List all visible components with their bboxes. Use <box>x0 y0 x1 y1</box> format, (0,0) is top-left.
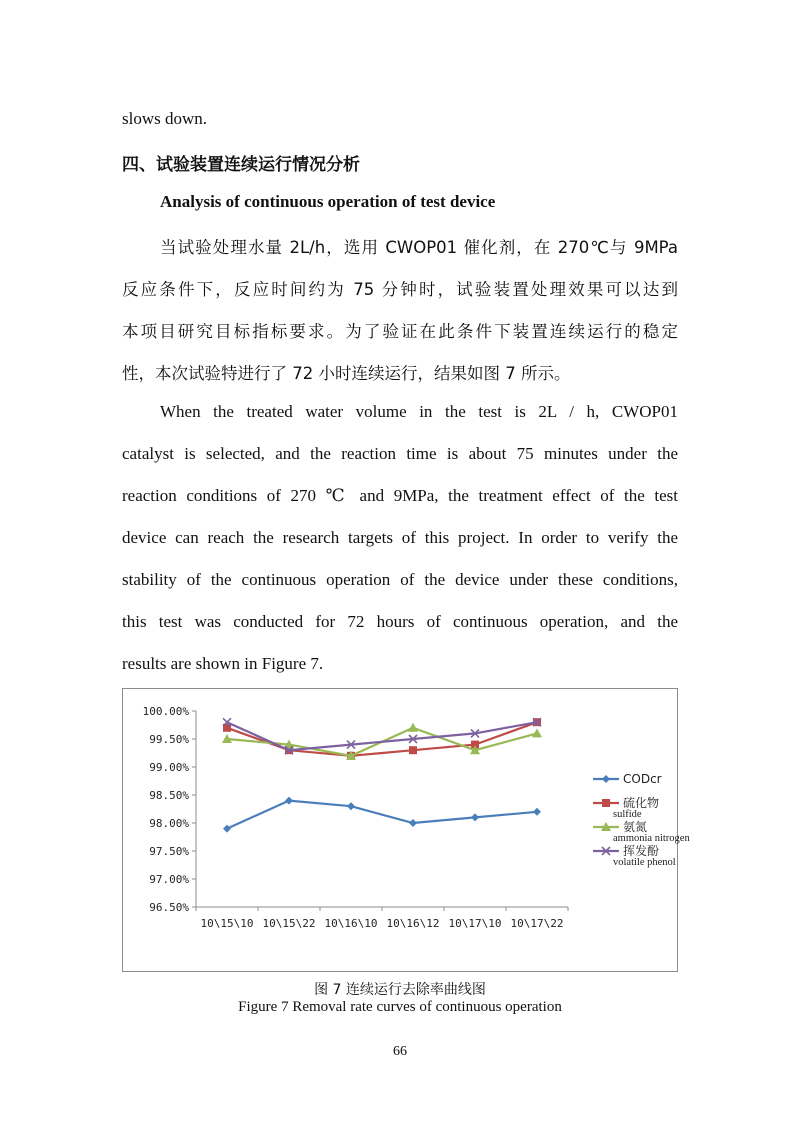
legend-label: 硫化物 <box>623 796 660 810</box>
line-chart <box>123 689 690 971</box>
paragraph-cn-line: 本项目研究目标指标要求。为了验证在此条件下装置连续运行的稳定 <box>122 322 678 341</box>
paragraph-cn-line: 性，本次试验特进行了 72 小时连续运行，结果如图 7 所示。 <box>122 364 571 383</box>
legend-label: 氨氮 <box>623 820 648 834</box>
section-subheading-en: Analysis of continuous operation of test device <box>160 192 496 211</box>
paragraph-en-line: results are shown in Figure 7. <box>122 654 324 673</box>
legend-label-en: ammonia nitrogen <box>613 833 690 844</box>
paragraph-en-line: this test was conducted for 72 hours of continuous operation, and the <box>122 612 678 631</box>
x-tick-label: 10\17\22 <box>510 917 564 930</box>
data-point <box>471 813 479 821</box>
y-tick-label: 99.00% <box>149 761 189 774</box>
data-point <box>409 819 417 827</box>
data-point <box>408 723 418 732</box>
legend-label-en: volatile phenol <box>613 857 676 868</box>
paragraph-cn-line: 当试验处理水量 2L/h，选用 CWOP01 催化剂，在 270℃与 9MPa <box>160 238 678 257</box>
paragraph-cn-line: 反应条件下，反应时间约为 75 分钟时，试验装置处理效果可以达到 <box>122 280 678 299</box>
data-point <box>533 808 541 816</box>
data-point <box>409 746 417 754</box>
legend-swatch-marker <box>602 775 610 783</box>
y-tick-label: 96.50% <box>149 901 189 914</box>
series-line <box>227 722 537 756</box>
x-tick-label: 10\17\10 <box>448 917 502 930</box>
legend-label: CODcr <box>623 772 662 786</box>
y-tick-label: 98.00% <box>149 817 189 830</box>
y-tick-label: 97.50% <box>149 845 189 858</box>
paragraph-en-line: device can reach the research targets of this project. In order to verify the <box>122 528 678 547</box>
section-heading: 四、试验装置连续运行情况分析 <box>122 155 360 175</box>
page-number: 66 <box>393 1044 407 1059</box>
legend-swatch-marker <box>602 799 610 807</box>
paragraph-en-line: stability of the continuous operation of the device under these conditions, <box>122 570 678 589</box>
previous-paragraph-tail: slows down. <box>122 109 208 128</box>
y-tick-label: 98.50% <box>149 789 189 802</box>
x-tick-label: 10\16\10 <box>324 917 378 930</box>
x-tick-label: 10\16\12 <box>386 917 440 930</box>
legend-label-en: sulfide <box>613 809 642 820</box>
paragraph-en-line: reaction conditions of 270 ℃ and 9MPa, the treatment effect of the test <box>122 486 678 505</box>
figure-caption-cn: 图 7 连续运行去除率曲线图 <box>314 982 486 998</box>
paragraph-en-line: When the treated water volume in the test is 2L / h, CWOP01 <box>160 402 678 421</box>
data-point <box>223 825 231 833</box>
y-tick-label: 99.50% <box>149 733 189 746</box>
y-tick-label: 100.00% <box>142 705 189 718</box>
x-tick-label: 10\15\22 <box>262 917 316 930</box>
series-line <box>227 801 537 829</box>
figure-caption-en: Figure 7 Removal rate curves of continuous operation <box>238 999 562 1015</box>
x-tick-label: 10\15\10 <box>200 917 254 930</box>
data-point <box>285 797 293 805</box>
legend-label: 挥发酚 <box>623 844 660 858</box>
paragraph-en-line: catalyst is selected, and the reaction time is about 75 minutes under the <box>122 444 678 463</box>
y-tick-label: 97.00% <box>149 873 189 886</box>
chart-frame <box>122 688 690 972</box>
data-point <box>532 728 542 737</box>
data-point <box>347 802 355 810</box>
